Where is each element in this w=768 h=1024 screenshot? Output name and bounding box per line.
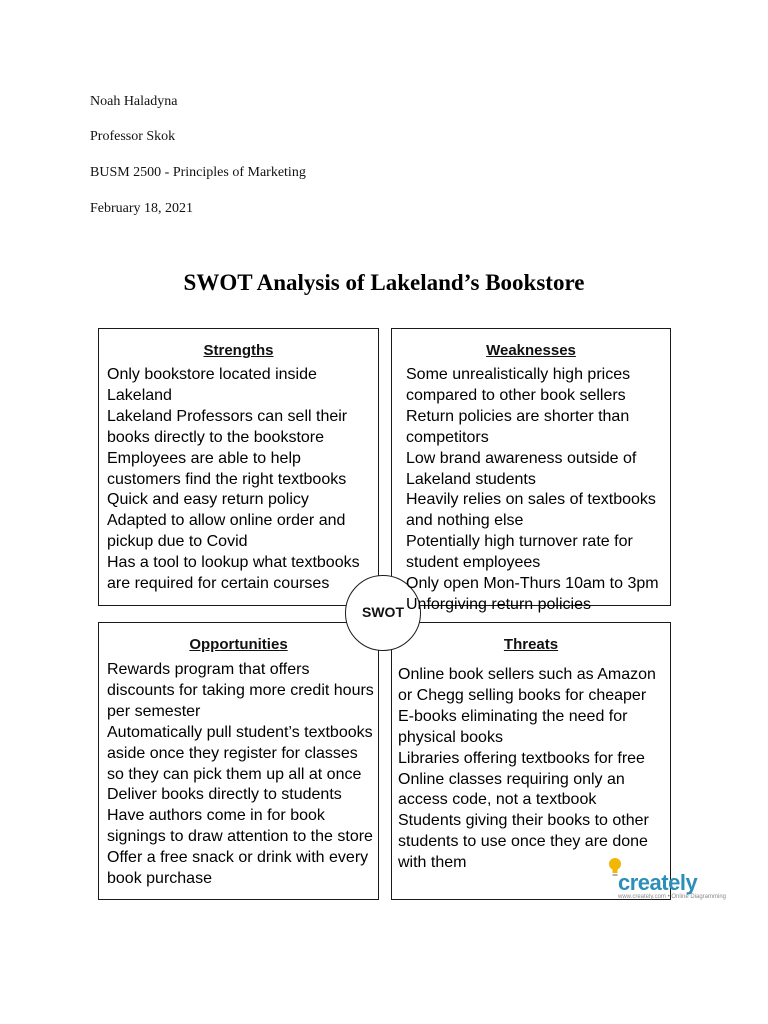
strengths-title: Strengths: [203, 342, 274, 359]
professor-name: Professor Skok: [90, 129, 176, 144]
strengths-list: [107, 365, 375, 595]
strengths-item: Has a tool to lookup what textbooks are required for certain courses: [107, 554, 360, 593]
weaknesses-item: Low brand awareness outside of Lakeland students: [406, 449, 637, 488]
creately-watermark: [560, 856, 727, 906]
course-name: BUSM 2500 - Principles of Marketing: [90, 165, 306, 180]
opportunities-title: Opportunities: [189, 636, 288, 653]
weaknesses-item: Return policies are shorter than competitors: [406, 407, 630, 446]
creately-subtitle: www.creately.com • Online Diagramming: [618, 894, 727, 900]
strengths-item: Quick and easy return policy: [107, 491, 309, 509]
document-date: February 18, 2021: [90, 201, 194, 216]
threats-item: Students giving their books to other students to use once they are done with them: [398, 812, 649, 872]
threats-item: Online book sellers such as Amazon or Chegg selling books for cheaper: [398, 666, 656, 704]
page-title: SWOT Analysis of Lakeland’s Bookstore: [183, 270, 585, 295]
opportunities-item: Offer a free snack or drink with every book purchase: [107, 849, 369, 888]
weaknesses-list: [406, 365, 666, 616]
strengths-item: Employees are able to help customers find the right textbooks: [107, 449, 347, 488]
strengths-item: Lakeland Professors can sell their books directly to the bookstore: [107, 407, 348, 446]
strengths-item: Adapted to allow online order and pickup due to Covid: [107, 512, 346, 551]
weaknesses-item: Heavily relies on sales of textbooks and nothing else: [406, 491, 656, 530]
threats-title: Threats: [503, 636, 559, 653]
weaknesses-item: Some unrealistically high prices compared to other book sellers: [406, 366, 631, 404]
creately-logo: creately: [618, 870, 698, 895]
weaknesses-item: Unforgiving return policies: [406, 595, 591, 613]
opportunities-list: [107, 660, 375, 890]
swot-center-label: SWOT: [362, 604, 404, 620]
weaknesses-title: Weaknesses: [486, 342, 576, 359]
opportunities-item: Deliver books directly to students: [107, 786, 342, 804]
weaknesses-item: Only open Mon-Thurs 10am to 3pm: [406, 575, 659, 593]
opportunities-item: Have authors come in for book signings to draw attention to the store: [107, 807, 373, 846]
opportunities-item: Rewards program that offers discounts for taking more credit hours per semester: [107, 661, 374, 720]
opportunities-item: Automatically pull student’s textbooks aside once they register for classes so they can pick them up all at once: [107, 723, 373, 783]
weaknesses-item: Potentially high turnover rate for student employees: [406, 533, 633, 572]
threats-item: E-books eliminating the need for physical books: [398, 707, 628, 746]
threats-item: Libraries offering textbooks for free: [398, 749, 645, 767]
author-name: Noah Haladyna: [90, 94, 178, 109]
threats-item: Online classes requiring only an access code, not a textbook: [398, 770, 625, 809]
threats-list: [398, 665, 660, 874]
strengths-item: Only bookstore located inside Lakeland: [107, 366, 317, 404]
